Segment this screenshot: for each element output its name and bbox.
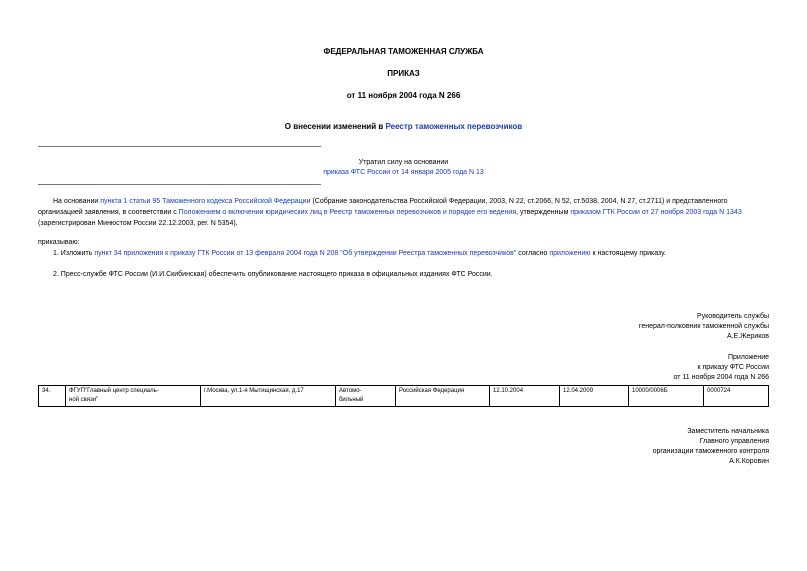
text: 1. Изложить	[53, 250, 95, 257]
agency-name: ФЕДЕРАЛЬНАЯ ТАМОЖЕННАЯ СЛУЖБА	[323, 47, 484, 56]
cell-address: г.Москва, ул.1-я Мытищинская, д.17	[201, 386, 336, 407]
order-word: приказываю:	[38, 239, 80, 246]
item-1	[53, 249, 666, 259]
document-type: ПРИКАЗ	[387, 69, 420, 78]
divider-bottom	[38, 184, 321, 185]
cell-organization	[66, 386, 201, 407]
registry-order-link[interactable]: пункт 34 приложения к приказу ГТК России от 13 февраля 2004 года N 208 "Об утверждении Реестра таможенных перевозчиков"	[94, 250, 517, 257]
cell-territory: Российская Федерация	[396, 386, 490, 407]
cell-cert-number: 0000724	[704, 386, 769, 407]
cell-number: 34.	[39, 386, 66, 407]
signature2-org: организации таможенного контроля	[652, 448, 769, 455]
divider-top	[38, 146, 321, 147]
text: , утвержденным	[516, 209, 571, 216]
status-line2	[38, 168, 769, 178]
text: к настоящему приказу.	[590, 250, 666, 257]
text: (Собрание законодательства Российской Федерации, 2003, N 22, ст.2066, N 52, ст.5038, 2004, N 27, ст.2711) и представленного	[310, 198, 728, 205]
text: согласно	[516, 250, 550, 257]
signature2-name: А.К.Коровин	[729, 458, 769, 465]
signature-title: Руководитель службы	[696, 313, 769, 320]
appendix-table	[38, 385, 769, 407]
signature2-block	[653, 427, 769, 467]
appendix-ref: к приказу ФТС России	[697, 364, 769, 371]
transport-line: бильный	[339, 397, 364, 403]
appendix-link[interactable]: приложению	[549, 250, 591, 257]
document-title	[0, 122, 807, 132]
cell-reg-number: 10000/0006Б	[629, 386, 704, 407]
cell-date-to: 12.04.2009	[560, 386, 629, 407]
repeal-order-link[interactable]: приказа ФТС России от 14 января 2005 года N 13	[323, 169, 484, 176]
signature2-title: Заместитель начальника	[687, 428, 769, 435]
customs-code-link[interactable]: пункта 1 статьи 95 Таможенного кодекса Российской Федерации	[100, 198, 311, 205]
item-2: 2. Пресс-службе ФТС России (И.И.Скибинская) обеспечить опубликование настоящего приказа в официальных изданиях ФТС России.	[53, 271, 493, 278]
status-line1: Утратил силу на основании	[358, 159, 449, 166]
signature-name: А.Е.Жериков	[726, 333, 769, 340]
document-date-number: от 11 ноября 2004 года N 266	[346, 91, 461, 100]
table-row	[39, 386, 769, 407]
transport-line: Автомо-	[339, 388, 362, 394]
cell-transport	[336, 386, 396, 407]
body-line3: (зарегистрирован Минюстом России 22.12.2003, рег. N 5354),	[38, 220, 238, 227]
body-line1	[53, 197, 728, 207]
registry-link[interactable]: Реестр таможенных перевозчиков	[385, 122, 523, 131]
appendix-header	[674, 353, 769, 383]
appendix-title: Приложение	[727, 354, 769, 361]
cell-date-from: 12.10.2004	[490, 386, 560, 407]
title-prefix: О внесении изменений в	[284, 122, 386, 131]
regulation-link[interactable]: Положением о включении юридических лиц в Реестр таможенных перевозчиков и порядке его ведения	[178, 209, 517, 216]
signature-block	[639, 312, 769, 342]
text: организацией заявления, в соответствии с	[38, 209, 179, 216]
signature-rank: генерал-полковник таможенной службы	[638, 323, 769, 330]
org-line: ФГУП"Главный центр специаль-	[69, 388, 159, 394]
body-line2	[38, 208, 742, 218]
signature2-dept: Главного управления	[699, 438, 769, 445]
org-line: ной связи"	[69, 397, 99, 403]
text: На основании	[53, 198, 101, 205]
gtk-order-link[interactable]: приказом ГТК России от 27 ноября 2003 года N 1343	[570, 209, 742, 216]
appendix-date: от 11 ноября 2004 года N 266	[673, 374, 769, 381]
